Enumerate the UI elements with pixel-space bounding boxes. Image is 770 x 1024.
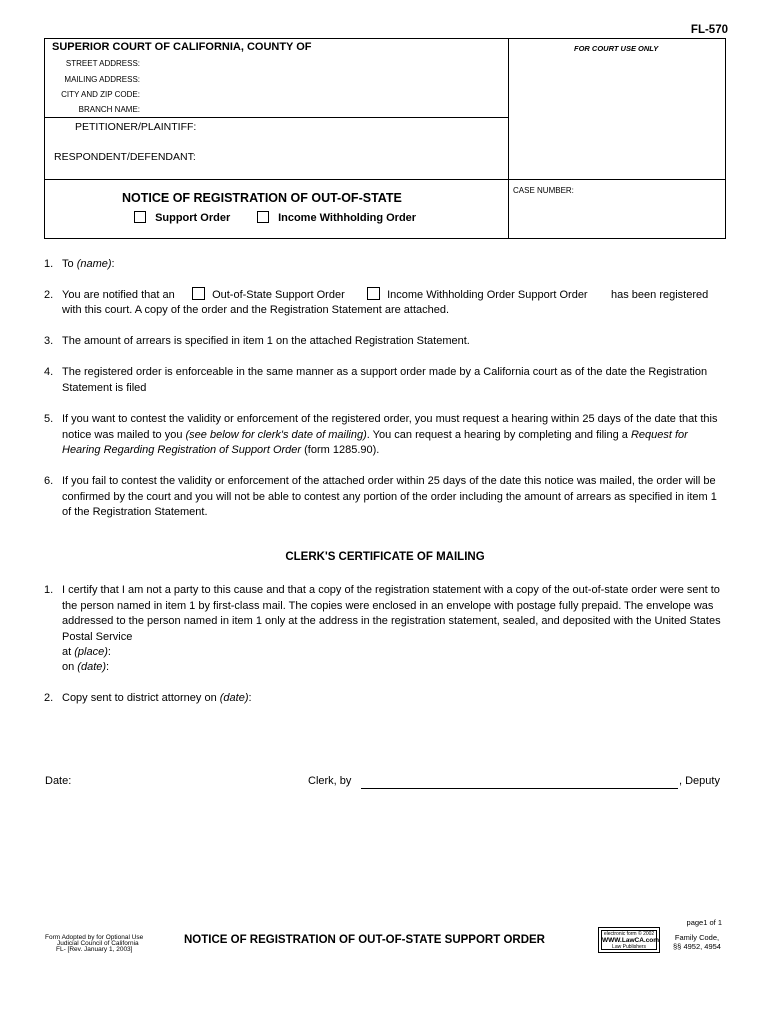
court-use-only: FOR COURT USE ONLY [574, 44, 659, 53]
item-number: 1. [44, 584, 54, 596]
text-run: Request for Hearing Regarding Registration of Support Order [62, 428, 688, 456]
item-number: 6. [44, 475, 54, 487]
adopted-line: FL- [Rev. January 1, 2003] [56, 946, 133, 953]
item-number: 2. [44, 289, 54, 301]
out-of-state-checkbox[interactable] [192, 287, 205, 300]
item-number: 4. [44, 366, 54, 378]
adopted-line: Judicial Council of California [57, 940, 139, 947]
logo-url: WWW.LawCA.com [602, 936, 660, 944]
income-withholding-option [257, 211, 416, 224]
item-number: 5. [44, 413, 54, 425]
item-text: The registered order is enforceable in the same manner as a support order made by a California court as of the date the Registration Statement is filed [62, 366, 708, 394]
text-run: : [107, 646, 111, 658]
text-run: (form 1285.90). [301, 444, 380, 456]
out-of-state-option [192, 287, 345, 304]
item-text: has been registered [611, 289, 709, 301]
item-number: 1. [44, 258, 54, 270]
item-2 [44, 288, 724, 320]
text-run: : [111, 258, 115, 270]
caption-divider [508, 38, 509, 239]
notice-title: NOTICE OF REGISTRATION OF OUT-OF-STATE [122, 191, 402, 205]
mailing-address-label: MAILING ADDRESS: [64, 75, 140, 84]
form-number: FL-570 [690, 24, 728, 36]
family-code-sections: §§ 4952, 4954 [673, 942, 721, 951]
support-order-checkbox[interactable] [134, 211, 146, 223]
item-number: 2. [44, 692, 54, 704]
item-number: 3. [44, 335, 54, 347]
family-code-citation [668, 933, 726, 951]
text-run: (place) [74, 646, 108, 658]
out-of-state-label: Out-of-State Support Order [212, 289, 345, 301]
text-run: To [62, 258, 77, 270]
text-run: at [62, 646, 75, 658]
support-order-label: Support Order [155, 212, 231, 224]
item-text: If you fail to contest the validity or enforcement of the attached order within 25 days of the date this notice was mailed, the order will be confirmed by the court and you will not be able to contest any portion of the order including the amount of arrears as specified in item 1 of the Registration Statement. [62, 475, 717, 518]
income-withholding-support-option [367, 287, 588, 304]
logo-copyright: electronic form © 2002 [603, 931, 655, 937]
case-number-label: CASE NUMBER: [513, 186, 574, 195]
caption-rule [44, 179, 726, 180]
income-withholding-label: Income Withholding Order [278, 212, 417, 224]
text-run: (date) [77, 661, 107, 673]
deputy-label: , Deputy [679, 775, 720, 787]
branch-name-label: BRANCH NAME: [78, 105, 140, 114]
text-run: (see below for clerk's date of mailing) [185, 428, 367, 441]
respondent-label: RESPONDENT/DEFENDANT: [54, 151, 196, 163]
item-text: The amount of arrears is specified in item 1 on the attached Registration Statement. [62, 335, 470, 347]
caption-box [44, 38, 726, 239]
petitioner-label: PETITIONER/PLAINTIFF: [75, 121, 197, 133]
item-text: I certify that I am not a party to this cause and that a copy of the registration statement with a copy of the out-of-state order were sent to the person named in item 1 by first-class mail. The copies were enclosed in an envelope with postage fully prepaid. The envelope was addressed to the person named in item 1 only at the address in the registration statement, sealed, and deposited with the United States Postal Service [62, 584, 721, 643]
caption-rule [44, 117, 508, 118]
city-zip-label: CITY AND ZIP CODE: [61, 90, 140, 99]
income-withholding-support-label: Income Withholding Order Support Order [387, 289, 588, 301]
logo-publisher: Law Publishers [612, 944, 646, 950]
text-run: (name) [76, 258, 112, 270]
place-line [62, 645, 362, 661]
clerk-by-label: Clerk, by [308, 775, 352, 787]
text-run: . You can request a hearing by completing and filing a [366, 428, 631, 441]
text-run: (date) [219, 692, 249, 704]
publisher-logo [598, 927, 660, 953]
income-withholding-checkbox[interactable] [257, 211, 269, 223]
text-run: : [248, 692, 252, 704]
income-withholding-support-checkbox[interactable] [367, 287, 380, 300]
publisher-logo-frame [601, 930, 660, 950]
item-text: You are notified that an [62, 289, 175, 301]
item-text: with this court. A copy of the order and the Registration Statement are attached. [62, 304, 450, 316]
footer-title: NOTICE OF REGISTRATION OF OUT-OF-STATE SUPPORT ORDER [184, 934, 545, 946]
text-run: Copy sent to district attorney on [62, 692, 220, 704]
clerk-signature-line[interactable] [361, 788, 678, 789]
text-run: If you want to contest the validity or enforcement of the registered order, you must request a hearing within 25 days of the date that this notice was mailed to you [62, 413, 718, 441]
page-number: page1 of 1 [686, 918, 722, 927]
signature-date-label: Date: [45, 775, 72, 787]
date-line [62, 660, 362, 676]
family-code-line: Family Code, [674, 933, 720, 942]
court-name: SUPERIOR COURT OF CALIFORNIA, COUNTY OF [52, 41, 312, 53]
adopted-line: Form Adopted by for Optional Use [45, 934, 144, 941]
support-order-option [134, 211, 230, 224]
item-text [62, 412, 724, 459]
text-run: on [62, 661, 78, 673]
certificate-title: CLERK'S CERTIFICATE OF MAILING [285, 551, 485, 563]
text-run: : [106, 661, 110, 673]
item-text [62, 257, 724, 273]
item-text [62, 691, 724, 707]
street-address-label: STREET ADDRESS: [65, 59, 140, 68]
